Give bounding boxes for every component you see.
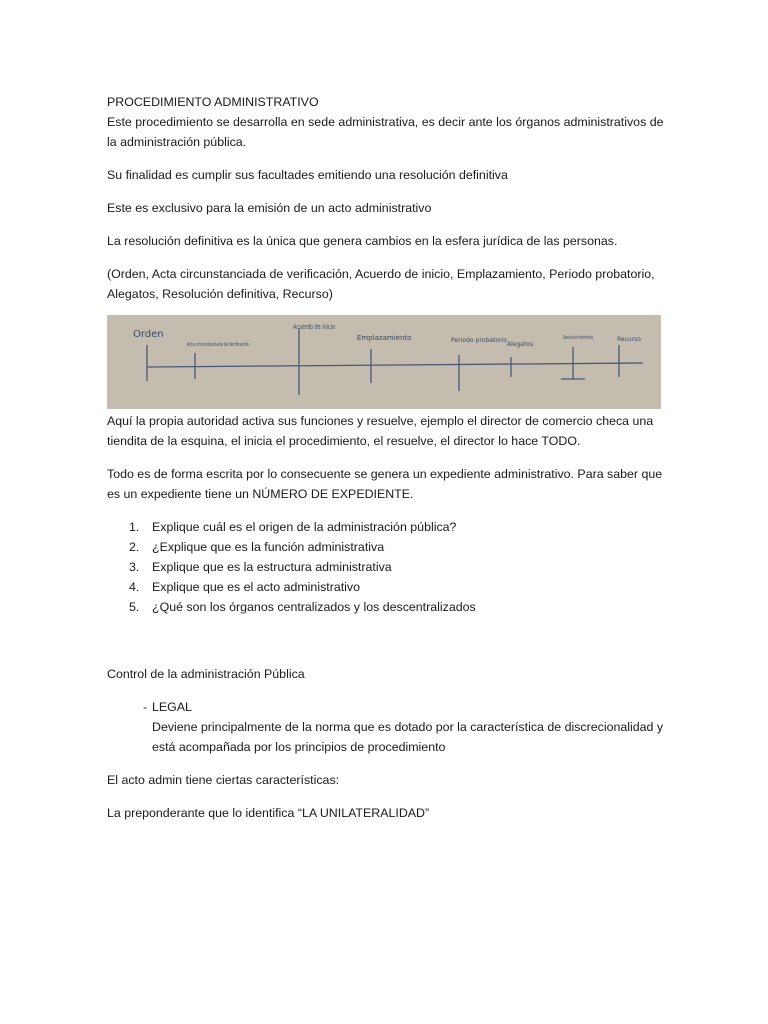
legal-body: Deviene principalmente de la norma que es dotado por la característica de discrecionalidad y está acompañada por los principios de procedimiento (152, 720, 664, 754)
list-text: ¿Qué son los órganos centralizados y los descentralizados (152, 600, 476, 614)
exclusivo-paragraph: Este es exclusivo para la emisión de un acto administrativo (107, 201, 432, 215)
list-item (107, 557, 668, 577)
legal-item (107, 697, 668, 757)
timeline-label: Recurso (617, 336, 641, 343)
acto-paragraph: El acto admin tiene ciertas características: (107, 773, 340, 787)
timeline-photo (107, 315, 661, 409)
list-item (107, 597, 668, 617)
list-text: Explique que es la estructura administrativa (152, 560, 392, 574)
legal-title: LEGAL (152, 700, 192, 714)
timeline-label: Periodo probatorio (451, 337, 508, 344)
resolucion-paragraph: La resolución definitiva es la única que genera cambios en la esfera jurídica de las personas. (107, 234, 618, 248)
list-number: 2. (129, 540, 140, 554)
timeline-label: Alegatos (507, 341, 534, 348)
finalidad-paragraph: Su finalidad es cumplir sus facultades emitiendo una resolución definitiva (107, 168, 508, 182)
list-item (107, 517, 668, 537)
timeline-label: Acuerdo de inicio (293, 323, 335, 331)
control-heading: Control de la administración Pública (107, 667, 305, 681)
list-text: Explique cuál es el origen de la administración pública? (152, 520, 457, 534)
list-text: ¿Explique que es la función administrativa (152, 540, 385, 554)
etapas-paragraph: (Orden, Acta circunstanciada de verificación, Acuerdo de inicio, Emplazamiento, Periodo probatorio, Alegatos, Resolución definitiva, Recurso) (107, 267, 655, 301)
blank-space (107, 630, 668, 664)
autoridad-paragraph: Aquí la propia autoridad activa sus funciones y resuelve, ejemplo el director de comercio checa una tiendita de la esquina, el inicia el procedimiento, el resuelve, el director lo hace TODO. (107, 414, 654, 448)
questions-list (107, 517, 668, 617)
escrita-paragraph: Todo es de forma escrita por lo consecuente se genera un expediente administrativo. Para saber que es un expediente tiene un NÚMERO DE EXPEDIENTE. (107, 467, 663, 501)
list-number: 3. (129, 560, 140, 574)
list-number: 5. (129, 600, 140, 614)
timeline-sketch (107, 315, 661, 409)
timeline-label: Emplazamiento (357, 334, 412, 342)
preponderante-paragraph: La preponderante que lo identifica “LA UNILATERALIDAD” (107, 806, 430, 820)
timeline-label: Resolución definitiva (563, 335, 621, 341)
document-heading: PROCEDIMIENTO ADMINISTRATIVO (107, 95, 319, 109)
dash-marker: - (143, 700, 148, 714)
list-item (107, 577, 668, 597)
list-text: Explique que es el acto administrativo (152, 580, 361, 594)
list-number: 4. (129, 580, 140, 594)
list-item (107, 537, 668, 557)
intro-paragraph: Este procedimiento se desarrolla en sede administrativa, es decir ante los órganos administrativos de la administración pública. (107, 115, 664, 149)
timeline-label: Acta circunstanciada de Verificación (187, 342, 287, 348)
list-number: 1. (129, 520, 140, 534)
timeline-label: Orden (133, 329, 164, 340)
